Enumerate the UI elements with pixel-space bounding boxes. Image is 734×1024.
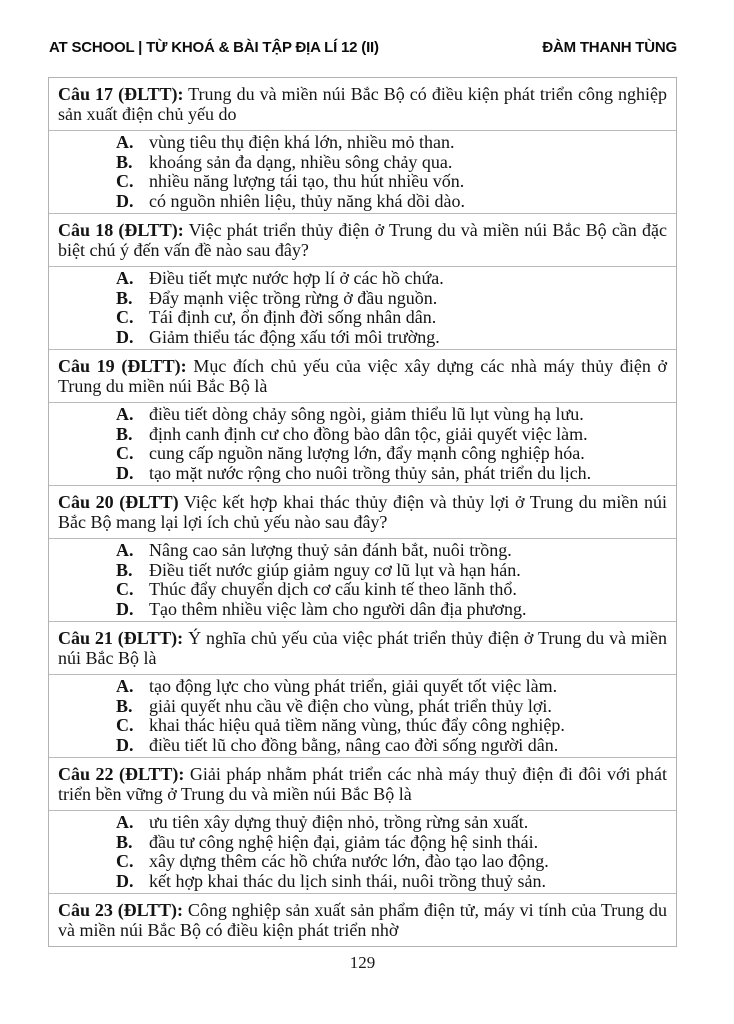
option-d: [116, 736, 667, 756]
question-23-text: Công nghiệp sản xuất sản phẩm điện tử, máy vi tính của Trung du và miền núi Bắc Bộ có điều kiện phát triển nhờ: [58, 900, 668, 940]
question-21-options: [49, 675, 676, 758]
question-21-stem: [49, 622, 676, 675]
option-letter: C.: [116, 443, 134, 463]
option-text: giải quyết nhu cầu về điện cho vùng, phát triển thủy lợi.: [149, 695, 552, 716]
option-text: khai thác hiệu quả tiềm năng vùng, thúc đẩy công nghiệp.: [149, 715, 565, 735]
question-19-options: [49, 403, 676, 486]
option-letter: C.: [116, 579, 134, 599]
option-b: [116, 697, 667, 717]
question-17-label: Câu 17 (ĐLTT):: [58, 84, 184, 104]
option-letter: C.: [116, 851, 134, 871]
question-17-text: Trung du và miền núi Bắc Bộ có điều kiện phát triển công nghiệp sản xuất điện chủ yếu do: [58, 84, 667, 124]
option-text: Đẩy mạnh việc trồng rừng ở đầu nguồn.: [149, 287, 438, 308]
option-text: nhiều năng lượng tái tạo, thu hút nhiều vốn.: [149, 171, 465, 191]
question-20-label: Câu 20 (ĐLTT): [58, 492, 179, 512]
question-table: [48, 77, 677, 947]
option-letter: B.: [116, 831, 133, 852]
option-text: tạo mặt nước rộng cho nuôi trồng thủy sản, phát triển du lịch.: [149, 462, 592, 483]
option-b: [116, 561, 667, 581]
option-text: khoáng sản đa dạng, nhiều sông chảy qua.: [149, 151, 453, 172]
option-text: kết hợp khai thác du lịch sinh thái, nuôi trồng thuỷ sản.: [149, 870, 546, 891]
question-23-label: Câu 23 (ĐLTT):: [58, 900, 184, 920]
option-letter: B.: [116, 423, 133, 444]
option-a: [116, 813, 667, 833]
question-22-text: Giải pháp nhằm phát triển các nhà máy thuỷ điện đi đôi với phát triển bền vững ở Trung du và miền núi Bắc Bộ là: [58, 764, 667, 804]
option-text: điều tiết dòng chảy sông ngòi, giảm thiểu lũ lụt vùng hạ lưu.: [149, 404, 584, 424]
header-right-author: ĐÀM THANH TÙNG: [542, 39, 677, 56]
option-text: đầu tư công nghệ hiện đại, giảm tác động hệ sinh thái.: [149, 831, 539, 852]
option-letter: A.: [116, 676, 134, 696]
question-23-stem: [49, 894, 676, 946]
option-text: cung cấp nguồn năng lượng lớn, đẩy mạnh công nghiệp hóa.: [149, 443, 585, 463]
option-text: điều tiết lũ cho đồng bằng, nâng cao đời sống người dân.: [149, 734, 559, 755]
option-c: [116, 716, 667, 736]
option-d: [116, 464, 667, 484]
question-20-stem: [49, 486, 676, 539]
option-c: [116, 852, 667, 872]
option-letter: B.: [116, 559, 133, 580]
question-21-text: Ý nghĩa chủ yếu của việc phát triển thủy điện ở Trung du và miền núi Bắc Bộ là: [58, 628, 668, 668]
question-18-stem: [49, 214, 676, 267]
option-a: [116, 405, 667, 425]
question-18-options: [49, 267, 676, 350]
option-d: [116, 600, 667, 620]
option-c: [116, 172, 667, 192]
option-text: Giảm thiểu tác động xấu tới môi trường.: [149, 326, 440, 347]
option-text: Tạo thêm nhiều việc làm cho người dân địa phương.: [149, 598, 527, 619]
question-22-label: Câu 22 (ĐLTT):: [58, 764, 185, 784]
option-text: tạo động lực cho vùng phát triển, giải quyết tốt việc làm.: [149, 676, 558, 696]
option-b: [116, 833, 667, 853]
option-letter: C.: [116, 307, 134, 327]
page-number: 129: [349, 953, 376, 972]
option-letter: D.: [116, 462, 134, 483]
question-19-label: Câu 19 (ĐLTT):: [58, 356, 187, 376]
option-text: Điều tiết nước giúp giảm nguy cơ lũ lụt và hạn hán.: [149, 559, 521, 580]
option-text: ưu tiên xây dựng thuỷ điện nhỏ, trồng rừng sản xuất.: [149, 812, 529, 832]
option-text: Điều tiết mực nước hợp lí ở các hồ chứa.: [149, 268, 444, 288]
question-20-text: Việc kết hợp khai thác thủy điện và thủy lợi ở Trung du miền núi Bắc Bộ mang lại lợi ích chủ yếu nào sau đây?: [58, 492, 667, 532]
header-left-title: AT SCHOOL | TỪ KHOÁ & BÀI TẬP ĐỊA LÍ 12 (II): [49, 39, 379, 56]
question-19-text: Mục đích chủ yếu của việc xây dựng các nhà máy thủy điện ở Trung du miền núi Bắc Bộ là: [58, 356, 668, 396]
question-17-options: [49, 131, 676, 214]
option-c: [116, 444, 667, 464]
option-b: [116, 289, 667, 309]
option-letter: B.: [116, 151, 133, 172]
option-d: [116, 192, 667, 212]
question-17-stem: [49, 78, 676, 131]
option-text: vùng tiêu thụ điện khá lớn, nhiều mỏ than.: [149, 132, 455, 152]
question-19-stem: [49, 350, 676, 403]
option-letter: C.: [116, 715, 134, 735]
option-text: Thúc đẩy chuyển dịch cơ cấu kinh tế theo lãnh thổ.: [149, 579, 517, 599]
question-18-label: Câu 18 (ĐLTT):: [58, 220, 184, 240]
option-letter: B.: [116, 287, 133, 308]
option-letter: D.: [116, 870, 134, 891]
option-letter: C.: [116, 171, 134, 191]
option-a: [116, 541, 667, 561]
option-text: định canh định cư cho đồng bào dân tộc, giải quyết việc làm.: [149, 423, 588, 444]
option-a: [116, 269, 667, 289]
question-22-stem: [49, 758, 676, 811]
question-20-options: [49, 539, 676, 622]
option-c: [116, 308, 667, 328]
option-text: có nguồn nhiên liệu, thủy năng khá dồi dào.: [149, 190, 465, 211]
option-letter: B.: [116, 695, 133, 716]
option-letter: D.: [116, 598, 134, 619]
option-letter: A.: [116, 404, 134, 424]
option-letter: A.: [116, 132, 134, 152]
question-18-text: Việc phát triển thủy điện ở Trung du và miền núi Bắc Bộ cần đặc biệt chú ý đến vấn đề nào sau đây?: [58, 220, 667, 260]
option-letter: A.: [116, 812, 134, 832]
question-21-label: Câu 21 (ĐLTT):: [58, 628, 184, 648]
option-text: Nâng cao sản lượng thuỷ sản đánh bắt, nuôi trồng.: [149, 540, 512, 560]
option-letter: D.: [116, 734, 134, 755]
option-d: [116, 872, 667, 892]
option-letter: A.: [116, 540, 134, 560]
option-letter: A.: [116, 268, 134, 288]
option-letter: D.: [116, 326, 134, 347]
option-d: [116, 328, 667, 348]
option-c: [116, 580, 667, 600]
option-text: xây dựng thêm các hồ chứa nước lớn, đào tạo lao động.: [149, 851, 549, 871]
option-text: Tái định cư, ổn định đời sống nhân dân.: [149, 307, 437, 327]
page-header: [49, 39, 677, 56]
option-a: [116, 133, 667, 153]
question-22-options: [49, 811, 676, 894]
option-a: [116, 677, 667, 697]
option-b: [116, 153, 667, 173]
option-b: [116, 425, 667, 445]
option-letter: D.: [116, 190, 134, 211]
